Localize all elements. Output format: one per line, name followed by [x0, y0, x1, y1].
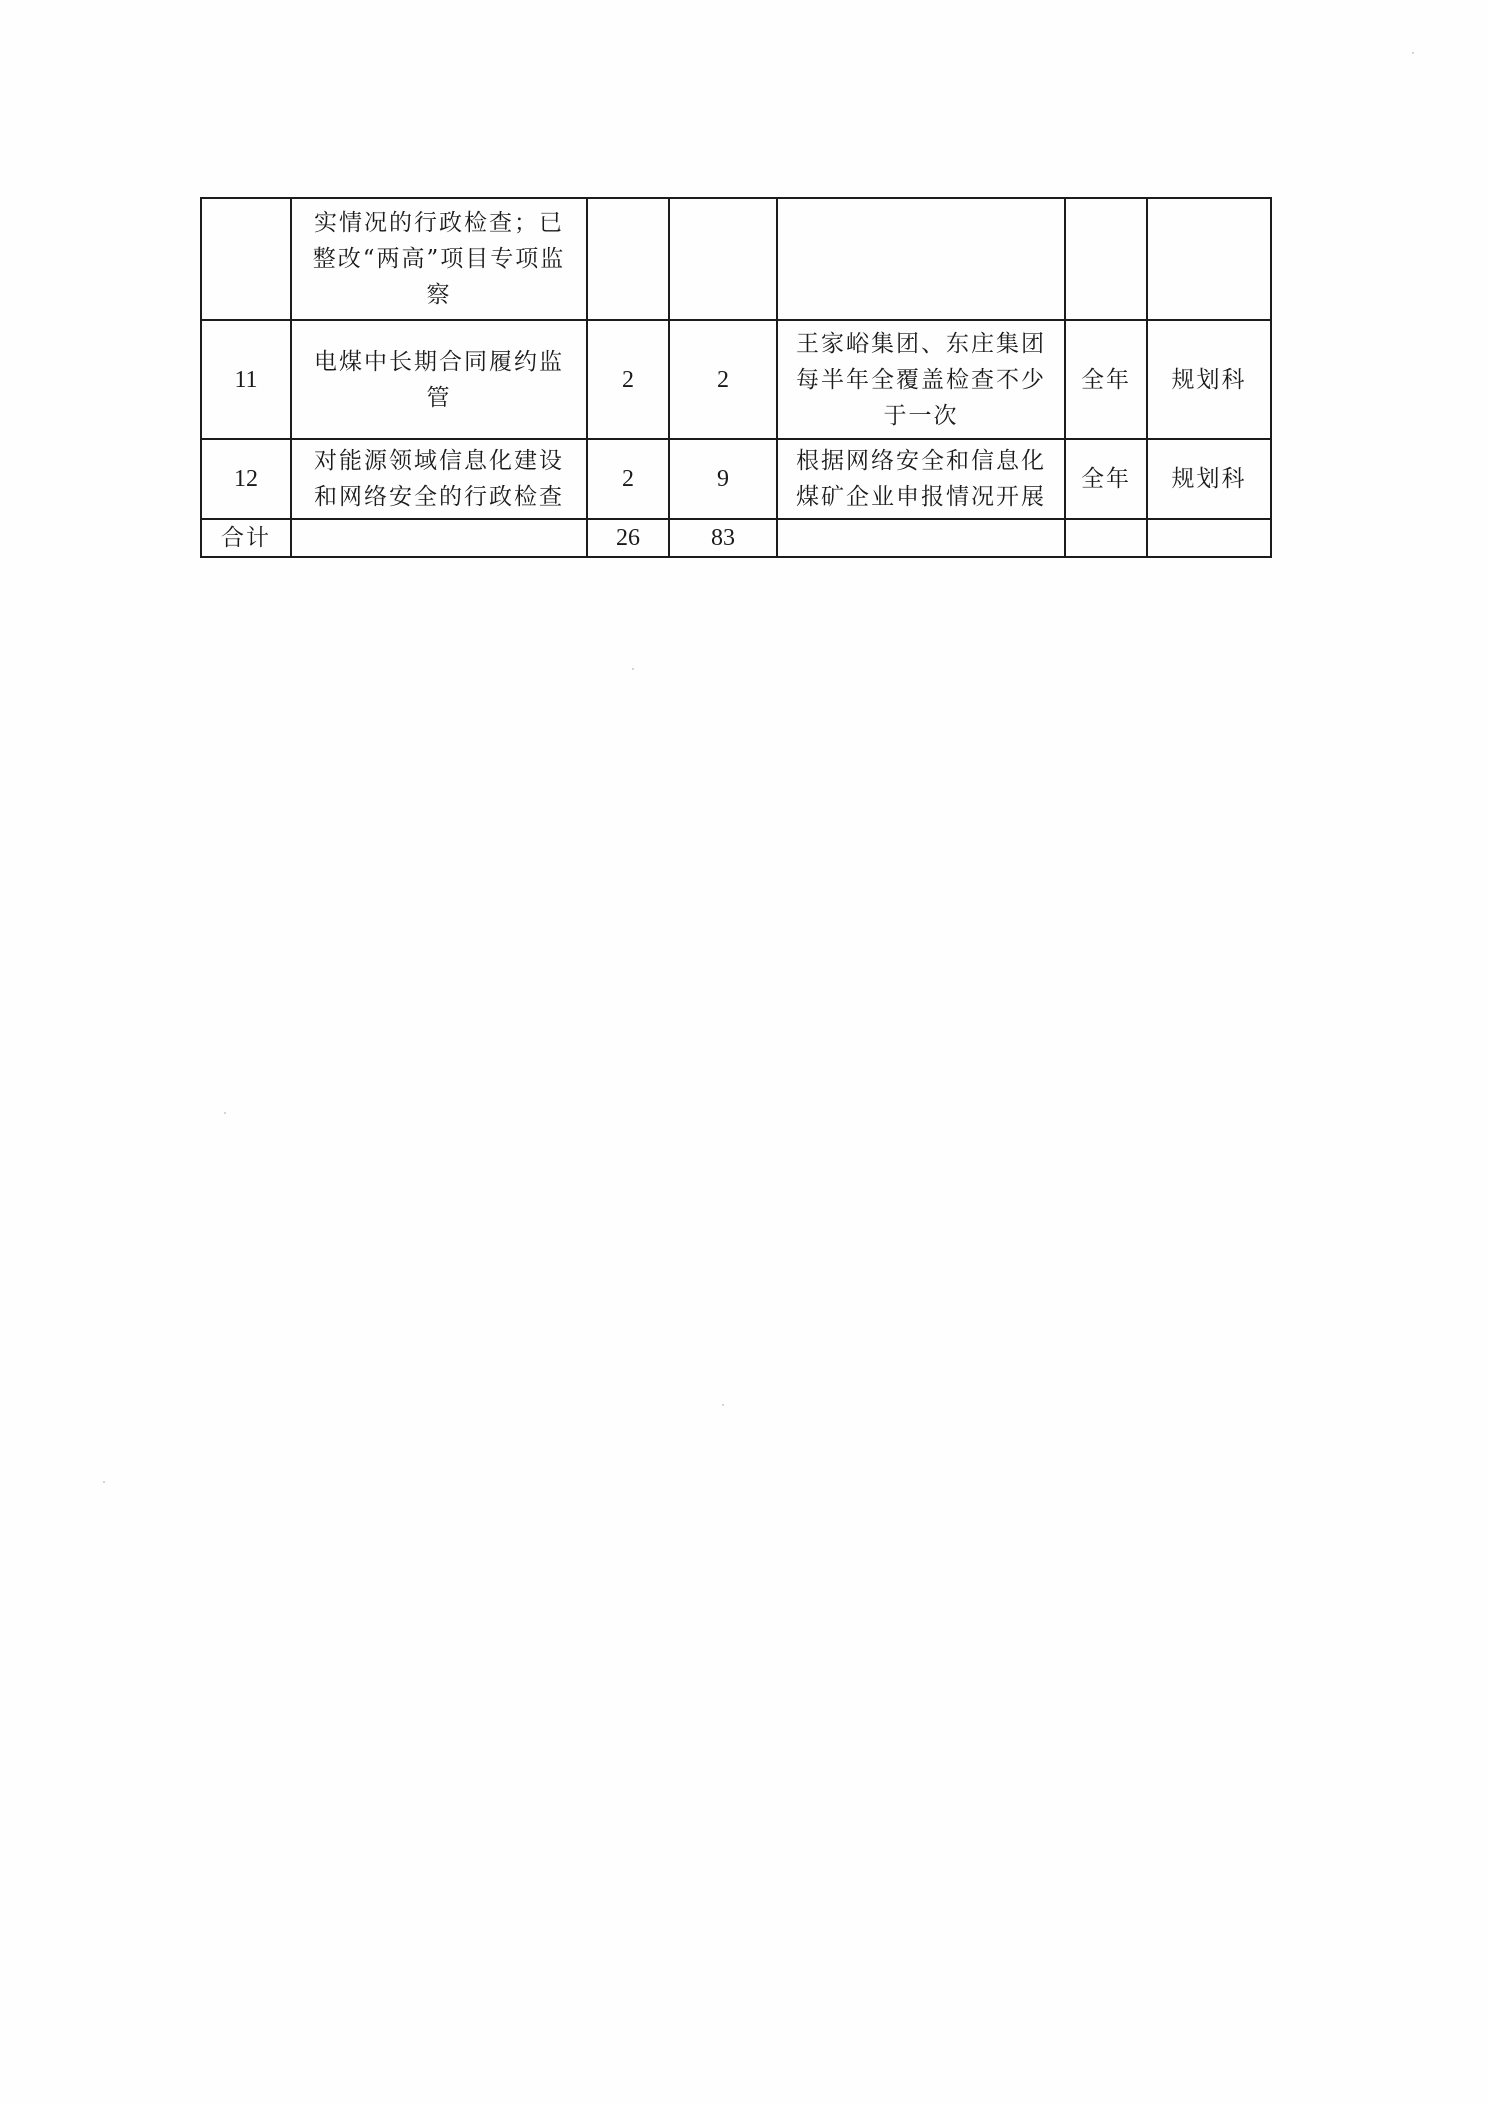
total-count-b-cell: 83	[669, 519, 777, 557]
table-row	[201, 320, 1271, 439]
total-dept-cell	[1147, 519, 1271, 557]
inspection-plan-table	[200, 197, 1272, 558]
note-cell	[777, 198, 1065, 320]
table-row	[201, 439, 1271, 519]
total-item-cell	[291, 519, 587, 557]
dept-cell: 规划科	[1147, 439, 1271, 519]
count-a-cell: 2	[587, 439, 669, 519]
dept-cell: 规划科	[1147, 320, 1271, 439]
period-cell: 全年	[1065, 439, 1147, 519]
scan-speck	[1412, 52, 1414, 54]
period-cell	[1065, 198, 1147, 320]
row-index-cell: 12	[201, 439, 291, 519]
count-b-cell: 2	[669, 320, 777, 439]
scan-speck	[722, 1404, 724, 1406]
item-cell: 实情况的行政检查；已整改“两高”项目专项监察	[291, 198, 587, 320]
table-row	[201, 198, 1271, 320]
scan-speck	[103, 1481, 105, 1483]
scan-speck	[224, 1112, 226, 1114]
period-cell: 全年	[1065, 320, 1147, 439]
row-index-cell	[201, 198, 291, 320]
row-index-cell: 11	[201, 320, 291, 439]
note-cell: 王家峪集团、东庄集团每半年全覆盖检查不少于一次	[777, 320, 1065, 439]
total-period-cell	[1065, 519, 1147, 557]
dept-cell	[1147, 198, 1271, 320]
count-a-cell: 2	[587, 320, 669, 439]
item-cell: 电煤中长期合同履约监管	[291, 320, 587, 439]
total-note-cell	[777, 519, 1065, 557]
total-count-a-cell: 26	[587, 519, 669, 557]
note-cell: 根据网络安全和信息化煤矿企业申报情况开展	[777, 439, 1065, 519]
scan-speck	[632, 668, 634, 670]
total-row	[201, 519, 1271, 557]
count-a-cell	[587, 198, 669, 320]
count-b-cell	[669, 198, 777, 320]
item-cell: 对能源领域信息化建设和网络安全的行政检查	[291, 439, 587, 519]
total-label-cell: 合计	[201, 519, 291, 557]
count-b-cell: 9	[669, 439, 777, 519]
